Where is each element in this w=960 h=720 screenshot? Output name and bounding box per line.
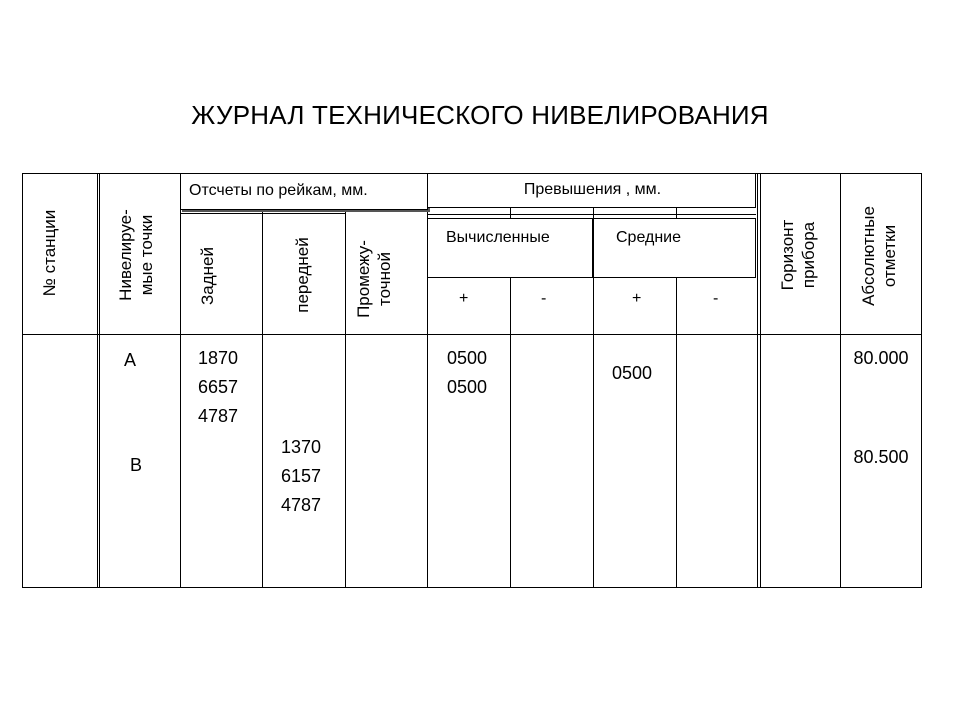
col-sep-3 xyxy=(262,210,263,588)
elevations-sub-line xyxy=(427,214,756,215)
header-station: № станции xyxy=(40,209,59,297)
table-bottom-border xyxy=(22,587,922,588)
header-back: Задней xyxy=(198,247,217,305)
readings-group-label: Отсчеты по рейкам, мм. xyxy=(189,182,368,199)
average-plus-value: 0500 xyxy=(611,363,653,383)
col-sep-1b xyxy=(99,173,100,588)
header-front: передней xyxy=(293,237,312,313)
readings-group-box xyxy=(180,173,428,210)
elevations-group-box xyxy=(427,173,756,208)
header-horizon: Горизонт прибора xyxy=(778,219,818,291)
readings-sub-line xyxy=(180,213,345,214)
header-absolute: Абсолютные отметки xyxy=(859,206,899,306)
back-reading-a: 1870 6657 4787 xyxy=(197,348,239,426)
computed-label: Вычисленные xyxy=(446,229,550,246)
elevations-group-label: Превышения , мм. xyxy=(523,181,662,198)
average-plus-label: + xyxy=(632,290,642,307)
table-left-border xyxy=(22,173,23,588)
average-box xyxy=(593,218,756,278)
computed-plus-values: 0500 0500 xyxy=(446,348,488,397)
page-title: ЖУРНАЛ ТЕХНИЧЕСКОГО НИВЕЛИРОВАНИЯ xyxy=(191,100,769,130)
computed-minus-label: - xyxy=(541,290,547,307)
elevation-b: 80.500 xyxy=(853,447,909,467)
col-sep-9 xyxy=(757,173,758,588)
computed-box xyxy=(427,218,593,278)
header-intermediate: Промежу- точной xyxy=(354,240,394,318)
col-sep-10 xyxy=(840,173,841,588)
point-a: А xyxy=(123,350,136,370)
computed-plus-label: + xyxy=(459,290,469,307)
table-right-border xyxy=(921,173,922,588)
average-minus-label: - xyxy=(713,290,719,307)
average-label: Средние xyxy=(616,229,682,246)
front-reading-b: 1370 6157 4787 xyxy=(280,437,322,515)
col-sep-1 xyxy=(97,173,98,588)
elevation-a: 80.000 xyxy=(853,348,909,368)
col-sep-4 xyxy=(345,210,346,588)
point-b: В xyxy=(129,455,142,475)
header-points: Нивелируе- мые точки xyxy=(116,209,156,301)
col-sep-9b xyxy=(760,173,761,588)
